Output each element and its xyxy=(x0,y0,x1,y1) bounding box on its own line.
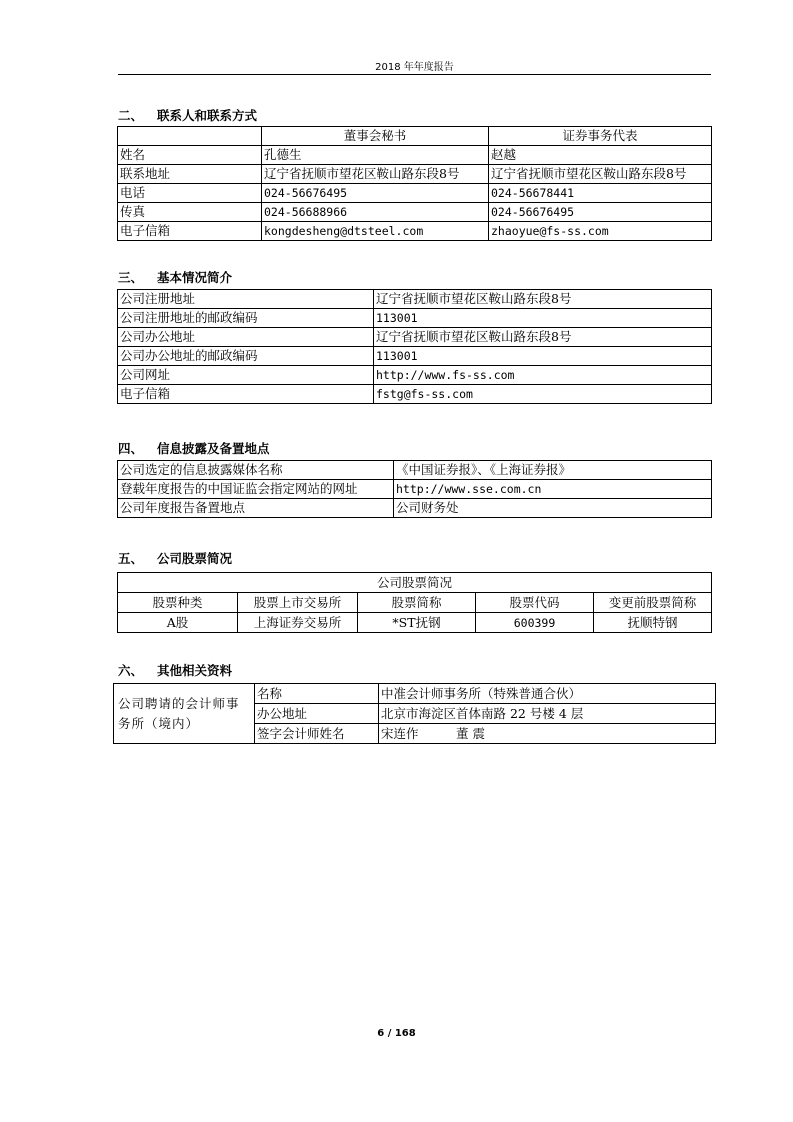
representative-value: 赵越 xyxy=(489,146,712,165)
table-row xyxy=(118,309,712,328)
header-cell-empty xyxy=(118,127,262,146)
representative-email: zhaoyue@fs-ss.com xyxy=(489,222,712,241)
table-row xyxy=(118,461,712,480)
secretary-email: kongdesheng@dtsteel.com xyxy=(262,222,489,241)
secretary-value: 辽宁省抚顺市望花区鞍山路东段8号 xyxy=(262,165,489,184)
stock-code: 600399 xyxy=(476,613,594,633)
row-value: 辽宁省抚顺市望花区鞍山路东段8号 xyxy=(374,328,712,347)
accounting-firm-group-label: 公司聘请的会计师事务所（境内） xyxy=(114,684,255,744)
table-row xyxy=(118,480,712,499)
row-value: 北京市海淀区首体南路 22 号楼 4 层 xyxy=(379,704,716,724)
accounting-firm-table xyxy=(113,683,716,744)
section-3-title: 基本情况简介 xyxy=(157,270,233,285)
table-header-row xyxy=(118,593,712,613)
row-label: 电子信箱 xyxy=(118,385,374,404)
section-4-heading xyxy=(118,439,270,457)
stock-exchange: 上海证券交易所 xyxy=(238,613,358,633)
disclosure-table xyxy=(117,460,712,518)
row-value: 中准会计师事务所（特殊普通合伙） xyxy=(379,684,716,704)
row-label: 公司办公地址 xyxy=(118,328,374,347)
row-label: 联系地址 xyxy=(118,165,262,184)
row-label: 签字会计师姓名 xyxy=(255,724,379,744)
stock-table xyxy=(117,572,712,633)
basic-info-table xyxy=(117,289,712,404)
row-label: 传真 xyxy=(118,203,262,222)
table-row xyxy=(118,499,712,518)
table-row xyxy=(114,684,716,704)
header-cell-representative: 证券事务代表 xyxy=(489,127,712,146)
secretary-value: 024-56688966 xyxy=(262,203,489,222)
section-4-title: 信息披露及备置地点 xyxy=(157,441,270,456)
section-6-title: 其他相关资料 xyxy=(157,663,233,678)
table-row xyxy=(118,290,712,309)
row-label: 办公地址 xyxy=(255,704,379,724)
table-row xyxy=(118,385,712,404)
row-label: 公司年度报告备置地点 xyxy=(118,499,394,518)
secretary-value: 024-56676495 xyxy=(262,184,489,203)
table-row xyxy=(118,222,712,241)
table-row xyxy=(118,328,712,347)
header-cell: 股票代码 xyxy=(476,593,594,613)
secretary-value: 孔德生 xyxy=(262,146,489,165)
row-value: 公司财务处 xyxy=(394,499,712,518)
stock-table-title: 公司股票简况 xyxy=(118,573,712,593)
representative-value: 辽宁省抚顺市望花区鞍山路东段8号 xyxy=(489,165,712,184)
row-label: 公司注册地址的邮政编码 xyxy=(118,309,374,328)
section-5-heading xyxy=(118,549,232,567)
stock-short-name: *ST抚钢 xyxy=(358,613,476,633)
stock-type: A股 xyxy=(118,613,238,633)
row-label: 公司注册地址 xyxy=(118,290,374,309)
row-value: 辽宁省抚顺市望花区鞍山路东段8号 xyxy=(374,290,712,309)
section-2-number: 二、 xyxy=(118,108,144,123)
row-value: 113001 xyxy=(374,347,712,366)
header-cell: 变更前股票简称 xyxy=(594,593,712,613)
row-label: 电话 xyxy=(118,184,262,203)
company-email-link[interactable]: fstg@fs-ss.com xyxy=(374,385,712,404)
table-title-row xyxy=(118,573,712,593)
table-row xyxy=(118,165,712,184)
row-value: 113001 xyxy=(374,309,712,328)
section-4-number: 四、 xyxy=(118,441,144,456)
row-label: 名称 xyxy=(255,684,379,704)
company-website-link[interactable]: http://www.fs-ss.com xyxy=(374,366,712,385)
table-row xyxy=(118,613,712,633)
representative-value: 024-56676495 xyxy=(489,203,712,222)
section-6-number: 六、 xyxy=(118,663,144,678)
header-cell: 股票简称 xyxy=(358,593,476,613)
row-label: 电子信箱 xyxy=(118,222,262,241)
table-row xyxy=(118,203,712,222)
row-label: 公司选定的信息披露媒体名称 xyxy=(118,461,394,480)
section-6-heading xyxy=(118,661,232,679)
row-label: 公司办公地址的邮政编码 xyxy=(118,347,374,366)
row-label: 登载年度报告的中国证监会指定网站的网址 xyxy=(118,480,394,499)
header-cell-secretary: 董事会秘书 xyxy=(262,127,489,146)
page-number: 6 / 168 xyxy=(377,1028,416,1039)
header-rule xyxy=(118,74,711,75)
contact-table xyxy=(117,126,712,241)
section-3-number: 三、 xyxy=(118,270,144,285)
former-short-name: 抚顺特钢 xyxy=(594,613,712,633)
table-row xyxy=(118,146,712,165)
section-5-title: 公司股票简况 xyxy=(157,551,233,566)
table-header-row xyxy=(118,127,712,146)
section-2-title: 联系人和联系方式 xyxy=(157,108,258,123)
section-5-number: 五、 xyxy=(118,551,144,566)
page-header: 2018 年年度报告 xyxy=(375,62,454,73)
row-label: 姓名 xyxy=(118,146,262,165)
section-3-heading xyxy=(118,268,232,286)
table-row xyxy=(118,184,712,203)
row-value: 宋连作 董 震 xyxy=(379,724,716,744)
table-row xyxy=(118,366,712,385)
header-cell: 股票上市交易所 xyxy=(238,593,358,613)
representative-value: 024-56678441 xyxy=(489,184,712,203)
header-cell: 股票种类 xyxy=(118,593,238,613)
section-2-heading xyxy=(118,106,257,124)
row-label: 公司网址 xyxy=(118,366,374,385)
table-row xyxy=(118,347,712,366)
csrc-website-link[interactable]: http://www.sse.com.cn xyxy=(394,480,712,499)
row-value: 《中国证券报》、《上海证券报》 xyxy=(394,461,712,480)
